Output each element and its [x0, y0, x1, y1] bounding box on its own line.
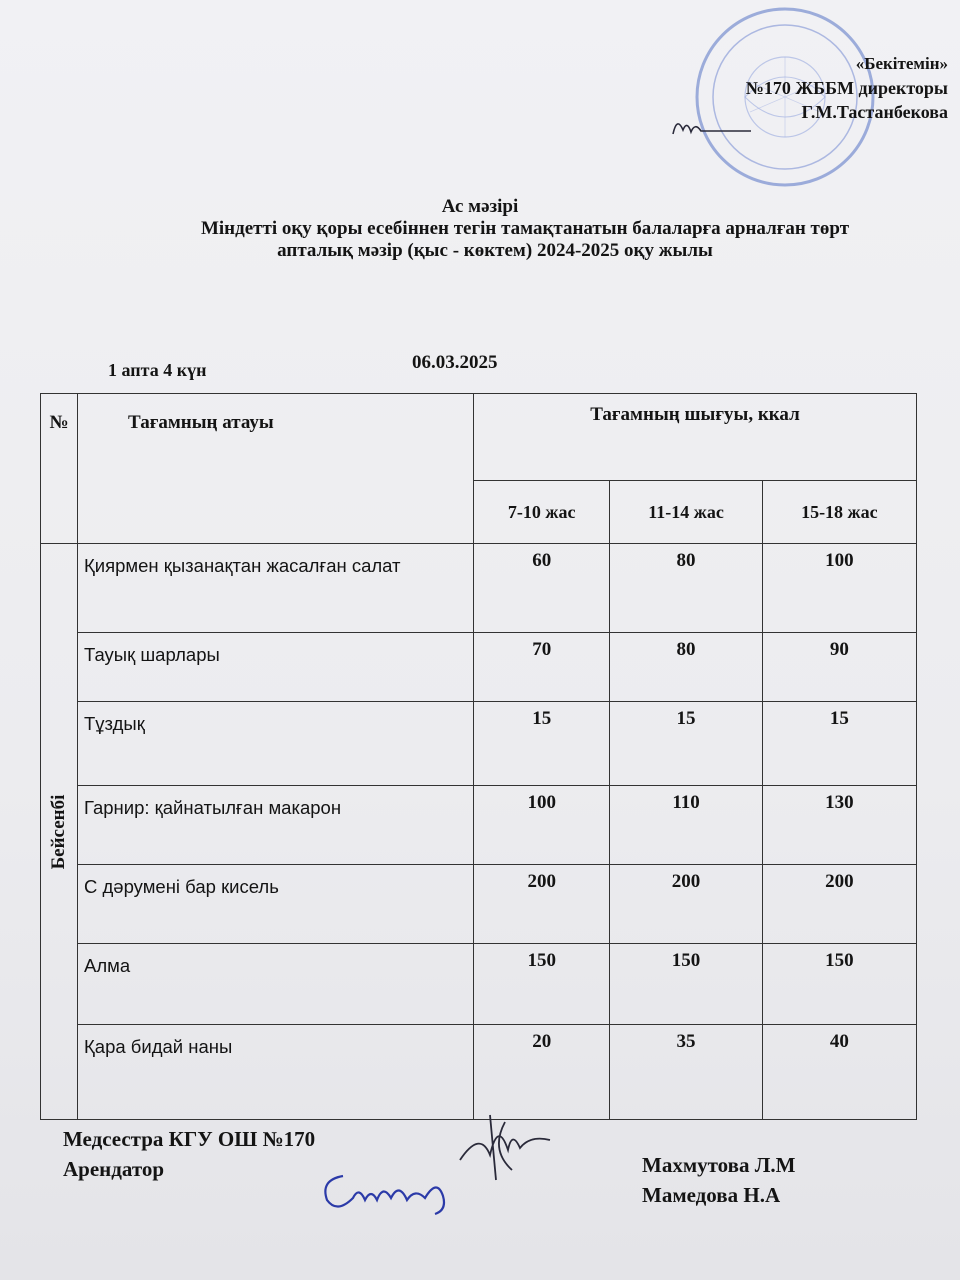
footer-left: [63, 1124, 315, 1184]
approval-block: [746, 52, 948, 124]
dish-name: Қиярмен қызанақтан жасалған салат: [78, 544, 474, 633]
kcal-7-10: 20: [474, 1025, 610, 1120]
dish-name: Алма: [78, 944, 474, 1025]
title-line-2: Міндетті оқу қоры есебіннен тегін тамақтанатын балаларға арналған төрт: [200, 218, 850, 239]
footer-nurse-name: Махмутова Л.М: [642, 1153, 796, 1177]
footer-right: [642, 1150, 795, 1210]
table-header-row: [41, 394, 917, 481]
kcal-15-18: 130: [762, 786, 916, 865]
approval-director-name: Г.М.Тастанбекова: [801, 102, 948, 122]
kcal-15-18: 90: [762, 633, 916, 702]
kcal-7-10: 150: [474, 944, 610, 1025]
tenant-signature: [315, 1158, 465, 1220]
kcal-15-18: 100: [762, 544, 916, 633]
kcal-7-10: 15: [474, 702, 610, 786]
dish-name: Гарнир: қайнатылған макарон: [78, 786, 474, 865]
header-number: №: [41, 394, 78, 544]
kcal-15-18: 15: [762, 702, 916, 786]
document-title: [0, 196, 960, 262]
kcal-11-14: 150: [610, 944, 762, 1025]
kcal-7-10: 60: [474, 544, 610, 633]
weekday-label: Бейсенбі: [48, 794, 69, 869]
kcal-11-14: 110: [610, 786, 762, 865]
approval-director-title: №170 ЖББМ директоры: [745, 78, 948, 98]
kcal-7-10: 100: [474, 786, 610, 865]
kcal-11-14: 35: [610, 1025, 762, 1120]
menu-table: [40, 393, 917, 1120]
weekday-cell: [41, 544, 78, 1120]
nurse-signature: [450, 1110, 560, 1190]
kcal-15-18: 200: [762, 865, 916, 944]
header-age-11-14: 11-14 жас: [610, 481, 762, 544]
approval-heading: «Бекітемін»: [855, 54, 948, 73]
table-row: [41, 544, 917, 633]
kcal-11-14: 80: [610, 544, 762, 633]
header-dish-name: Тағамның атауы: [78, 394, 474, 544]
dish-name: Тұздық: [78, 702, 474, 786]
footer-tenant-title: Арендатор: [63, 1157, 165, 1181]
header-age-15-18: 15-18 жас: [762, 481, 916, 544]
dish-name: Тауық шарлары: [78, 633, 474, 702]
title-line-1: Ас мәзірі: [441, 196, 519, 217]
kcal-15-18: 150: [762, 944, 916, 1025]
week-day-label: 1 апта 4 күн: [108, 360, 207, 380]
kcal-11-14: 80: [610, 633, 762, 702]
dish-name: С дәрумені бар кисель: [78, 865, 474, 944]
kcal-7-10: 200: [474, 865, 610, 944]
kcal-11-14: 200: [610, 865, 762, 944]
dish-name: Қара бидай наны: [78, 1025, 474, 1120]
header-age-7-10: 7-10 жас: [474, 481, 610, 544]
table-row: [41, 1025, 917, 1120]
table-row: [41, 786, 917, 865]
kcal-15-18: 40: [762, 1025, 916, 1120]
kcal-11-14: 15: [610, 702, 762, 786]
director-signature: [655, 112, 755, 138]
header-kcal: Тағамның шығуы, ккал: [474, 394, 917, 481]
table-row: [41, 865, 917, 944]
table-row: [41, 702, 917, 786]
table-row: [41, 944, 917, 1025]
menu-date: 06.03.2025: [412, 352, 498, 373]
footer-tenant-name: Мамедова Н.А: [642, 1183, 781, 1207]
footer-nurse-title: Медсестра КГУ ОШ №170: [63, 1127, 316, 1151]
kcal-7-10: 70: [474, 633, 610, 702]
title-line-3: апталық мәзір (қыс - көктем) 2024-2025 оқу жылы: [277, 240, 713, 261]
table-row: [41, 633, 917, 702]
